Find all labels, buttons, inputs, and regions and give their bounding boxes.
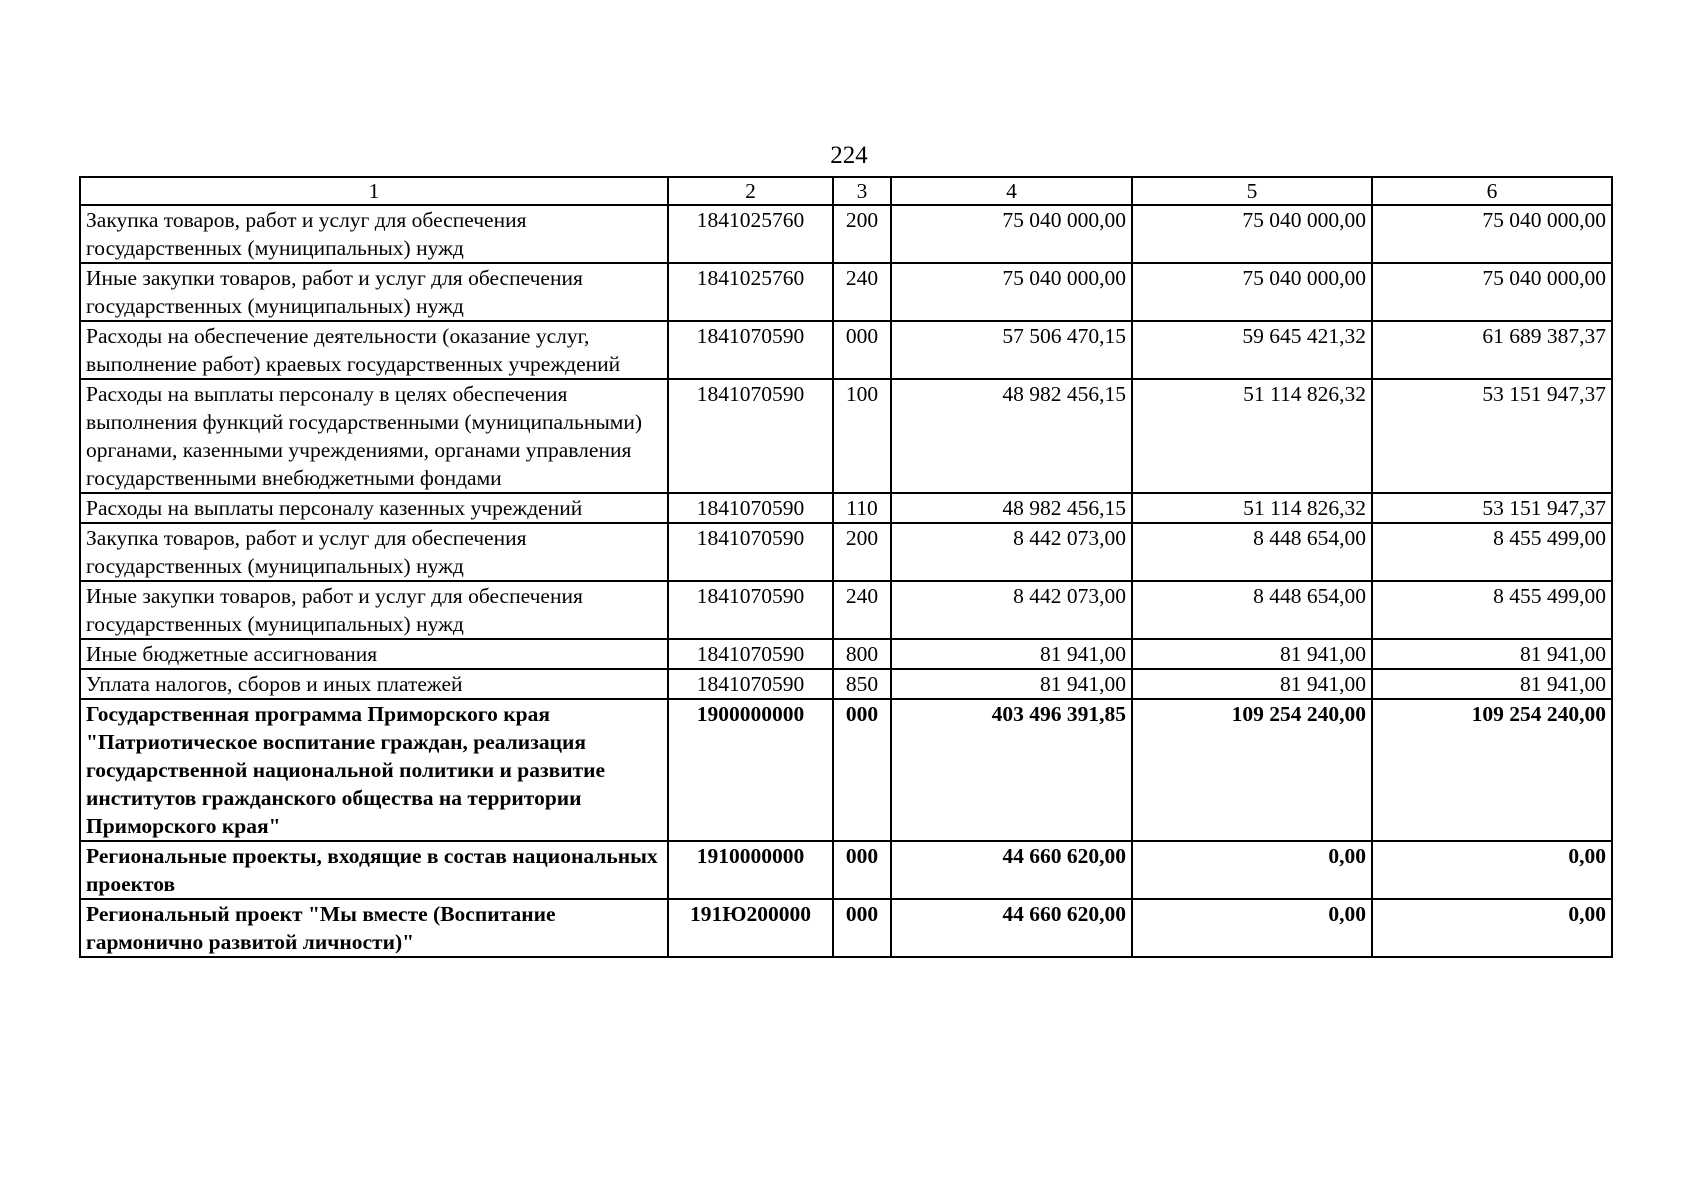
row-code: 1841070590 — [668, 669, 833, 699]
row-type: 100 — [833, 379, 891, 493]
row-code: 1841070590 — [668, 581, 833, 639]
row-code: 1841070590 — [668, 523, 833, 581]
row-type: 000 — [833, 841, 891, 899]
row-value-5: 81 941,00 — [1132, 639, 1372, 669]
table-row — [80, 699, 1612, 841]
row-value-4: 75 040 000,00 — [891, 205, 1132, 263]
row-value-5: 75 040 000,00 — [1132, 263, 1372, 321]
row-code: 1841025760 — [668, 263, 833, 321]
row-value-4: 48 982 456,15 — [891, 379, 1132, 493]
table-row — [80, 321, 1612, 379]
page-number: 224 — [830, 142, 868, 169]
row-value-6: 81 941,00 — [1372, 639, 1612, 669]
row-value-5: 109 254 240,00 — [1132, 699, 1372, 841]
row-value-6: 81 941,00 — [1372, 669, 1612, 699]
row-value-6: 75 040 000,00 — [1372, 205, 1612, 263]
row-type: 200 — [833, 523, 891, 581]
table-row — [80, 581, 1612, 639]
table-row — [80, 263, 1612, 321]
row-name: Региональный проект "Мы вместе (Воспитание гармонично развитой личности)" — [80, 899, 668, 957]
table-row — [80, 205, 1612, 263]
row-name: Иные закупки товаров, работ и услуг для обеспечения государственных (муниципальных) нужд — [80, 263, 668, 321]
row-value-5: 0,00 — [1132, 899, 1372, 957]
column-header-5: 5 — [1132, 177, 1372, 205]
table-row — [80, 841, 1612, 899]
row-type: 000 — [833, 899, 891, 957]
row-name: Иные закупки товаров, работ и услуг для обеспечения государственных (муниципальных) нужд — [80, 581, 668, 639]
row-value-6: 0,00 — [1372, 899, 1612, 957]
row-type: 800 — [833, 639, 891, 669]
row-value-4: 48 982 456,15 — [891, 493, 1132, 523]
row-name: Уплата налогов, сборов и иных платежей — [80, 669, 668, 699]
row-value-4: 8 442 073,00 — [891, 523, 1132, 581]
row-value-5: 8 448 654,00 — [1132, 581, 1372, 639]
row-name: Государственная программа Приморского края "Патриотическое воспитание граждан, реализация государственной национальной политики и развитие институтов гражданского общества на территории Приморского края" — [80, 699, 668, 841]
column-header-6: 6 — [1372, 177, 1612, 205]
row-value-4: 81 941,00 — [891, 639, 1132, 669]
row-value-4: 75 040 000,00 — [891, 263, 1132, 321]
row-name: Расходы на обеспечение деятельности (оказание услуг, выполнение работ) краевых государственных учреждений — [80, 321, 668, 379]
row-value-6: 75 040 000,00 — [1372, 263, 1612, 321]
row-name: Закупка товаров, работ и услуг для обеспечения государственных (муниципальных) нужд — [80, 523, 668, 581]
row-value-4: 403 496 391,85 — [891, 699, 1132, 841]
row-code: 1841025760 — [668, 205, 833, 263]
row-value-6: 8 455 499,00 — [1372, 581, 1612, 639]
row-value-5: 51 114 826,32 — [1132, 379, 1372, 493]
column-header-4: 4 — [891, 177, 1132, 205]
row-value-5: 0,00 — [1132, 841, 1372, 899]
row-name: Иные бюджетные ассигнования — [80, 639, 668, 669]
column-header-3: 3 — [833, 177, 891, 205]
row-value-6: 53 151 947,37 — [1372, 379, 1612, 493]
table-row — [80, 669, 1612, 699]
row-value-6: 0,00 — [1372, 841, 1612, 899]
column-header-1: 1 — [80, 177, 668, 205]
table-row — [80, 379, 1612, 493]
row-name: Расходы на выплаты персоналу казенных учреждений — [80, 493, 668, 523]
row-type: 240 — [833, 263, 891, 321]
row-value-4: 44 660 620,00 — [891, 841, 1132, 899]
row-code: 1841070590 — [668, 493, 833, 523]
row-value-4: 44 660 620,00 — [891, 899, 1132, 957]
row-value-5: 8 448 654,00 — [1132, 523, 1372, 581]
row-type: 200 — [833, 205, 891, 263]
row-type: 850 — [833, 669, 891, 699]
row-type: 110 — [833, 493, 891, 523]
row-value-6: 109 254 240,00 — [1372, 699, 1612, 841]
table-row — [80, 523, 1612, 581]
row-value-5: 75 040 000,00 — [1132, 205, 1372, 263]
row-value-6: 8 455 499,00 — [1372, 523, 1612, 581]
row-code: 191Ю200000 — [668, 899, 833, 957]
row-code: 1841070590 — [668, 639, 833, 669]
table-header-row — [80, 177, 1612, 205]
row-name: Расходы на выплаты персоналу в целях обеспечения выполнения функций государственными (муниципальными) органами, казенными учреждениями, органами управления государственными внебюджетными фондами — [80, 379, 668, 493]
row-name: Закупка товаров, работ и услуг для обеспечения государственных (муниципальных) нужд — [80, 205, 668, 263]
row-type: 240 — [833, 581, 891, 639]
row-value-5: 51 114 826,32 — [1132, 493, 1372, 523]
row-code: 1841070590 — [668, 379, 833, 493]
budget-table — [79, 176, 1613, 958]
row-value-6: 61 689 387,37 — [1372, 321, 1612, 379]
row-type: 000 — [833, 699, 891, 841]
row-value-4: 81 941,00 — [891, 669, 1132, 699]
column-header-2: 2 — [668, 177, 833, 205]
row-name: Региональные проекты, входящие в состав национальных проектов — [80, 841, 668, 899]
row-type: 000 — [833, 321, 891, 379]
row-value-6: 53 151 947,37 — [1372, 493, 1612, 523]
row-code: 1841070590 — [668, 321, 833, 379]
row-value-5: 59 645 421,32 — [1132, 321, 1372, 379]
table-row — [80, 493, 1612, 523]
row-code: 1900000000 — [668, 699, 833, 841]
row-value-5: 81 941,00 — [1132, 669, 1372, 699]
table-row — [80, 899, 1612, 957]
row-code: 1910000000 — [668, 841, 833, 899]
row-value-4: 8 442 073,00 — [891, 581, 1132, 639]
table-row — [80, 639, 1612, 669]
row-value-4: 57 506 470,15 — [891, 321, 1132, 379]
